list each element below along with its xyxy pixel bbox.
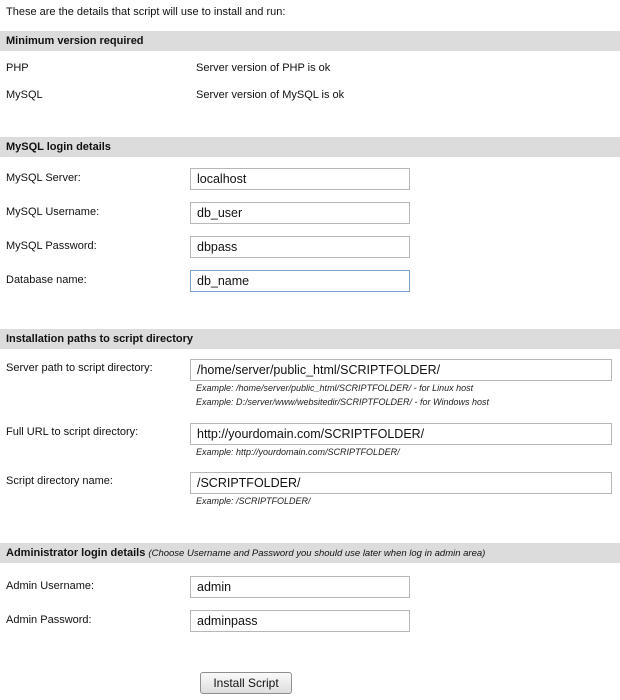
mysql-username-label: MySQL Username: xyxy=(6,206,100,218)
section-header-admin-login xyxy=(0,543,620,563)
full-url-input[interactable] xyxy=(190,423,612,445)
admin-password-label: Admin Password: xyxy=(6,614,92,626)
full-url-label: Full URL to script directory: xyxy=(6,426,139,438)
mysql-password-label: MySQL Password: xyxy=(6,240,97,252)
server-path-label: Server path to script directory: xyxy=(6,362,153,374)
section-title: MySQL login details xyxy=(6,141,111,153)
full-url-example: Example: http://yourdomain.com/SCRIPTFOLDER/ xyxy=(196,447,400,457)
mysql-password-input[interactable] xyxy=(190,236,410,258)
script-dir-name-input[interactable] xyxy=(190,472,612,494)
mysql-label: MySQL xyxy=(6,89,43,101)
section-title: Installation paths to script directory xyxy=(6,333,194,345)
database-name-label: Database name: xyxy=(6,274,87,286)
mysql-username-input[interactable] xyxy=(190,202,410,224)
mysql-server-label: MySQL Server: xyxy=(6,172,81,184)
section-header-min-version xyxy=(0,31,620,51)
section-title: Administrator login details xyxy=(6,547,146,559)
admin-username-label: Admin Username: xyxy=(6,580,95,592)
install-script-button[interactable]: Install Script xyxy=(200,672,292,694)
mysql-server-input[interactable] xyxy=(190,168,410,190)
section-note: (Choose Username and Password you should use later when log in admin area) xyxy=(148,548,486,559)
database-name-input[interactable] xyxy=(190,270,410,292)
server-path-example-linux: Example: /home/server/public_html/SCRIPTFOLDER/ - for Linux host xyxy=(196,383,474,393)
script-dir-name-example: Example: /SCRIPTFOLDER/ xyxy=(196,496,311,506)
server-path-example-windows: Example: D:/server/www/websitedir/SCRIPTFOLDER/ - for Windows host xyxy=(196,397,489,407)
section-header-install-paths xyxy=(0,329,620,349)
admin-username-input[interactable] xyxy=(190,576,410,598)
mysql-status: Server version of MySQL is ok xyxy=(196,89,345,101)
intro-text: These are the details that script will use to install and run: xyxy=(6,6,286,18)
section-title: Minimum version required xyxy=(6,35,144,47)
server-path-input[interactable] xyxy=(190,359,612,381)
section-header-mysql-login xyxy=(0,137,620,157)
admin-password-input[interactable] xyxy=(190,610,410,632)
script-dir-name-label: Script directory name: xyxy=(6,475,113,487)
php-status: Server version of PHP is ok xyxy=(196,62,331,74)
php-label: PHP xyxy=(6,62,29,74)
